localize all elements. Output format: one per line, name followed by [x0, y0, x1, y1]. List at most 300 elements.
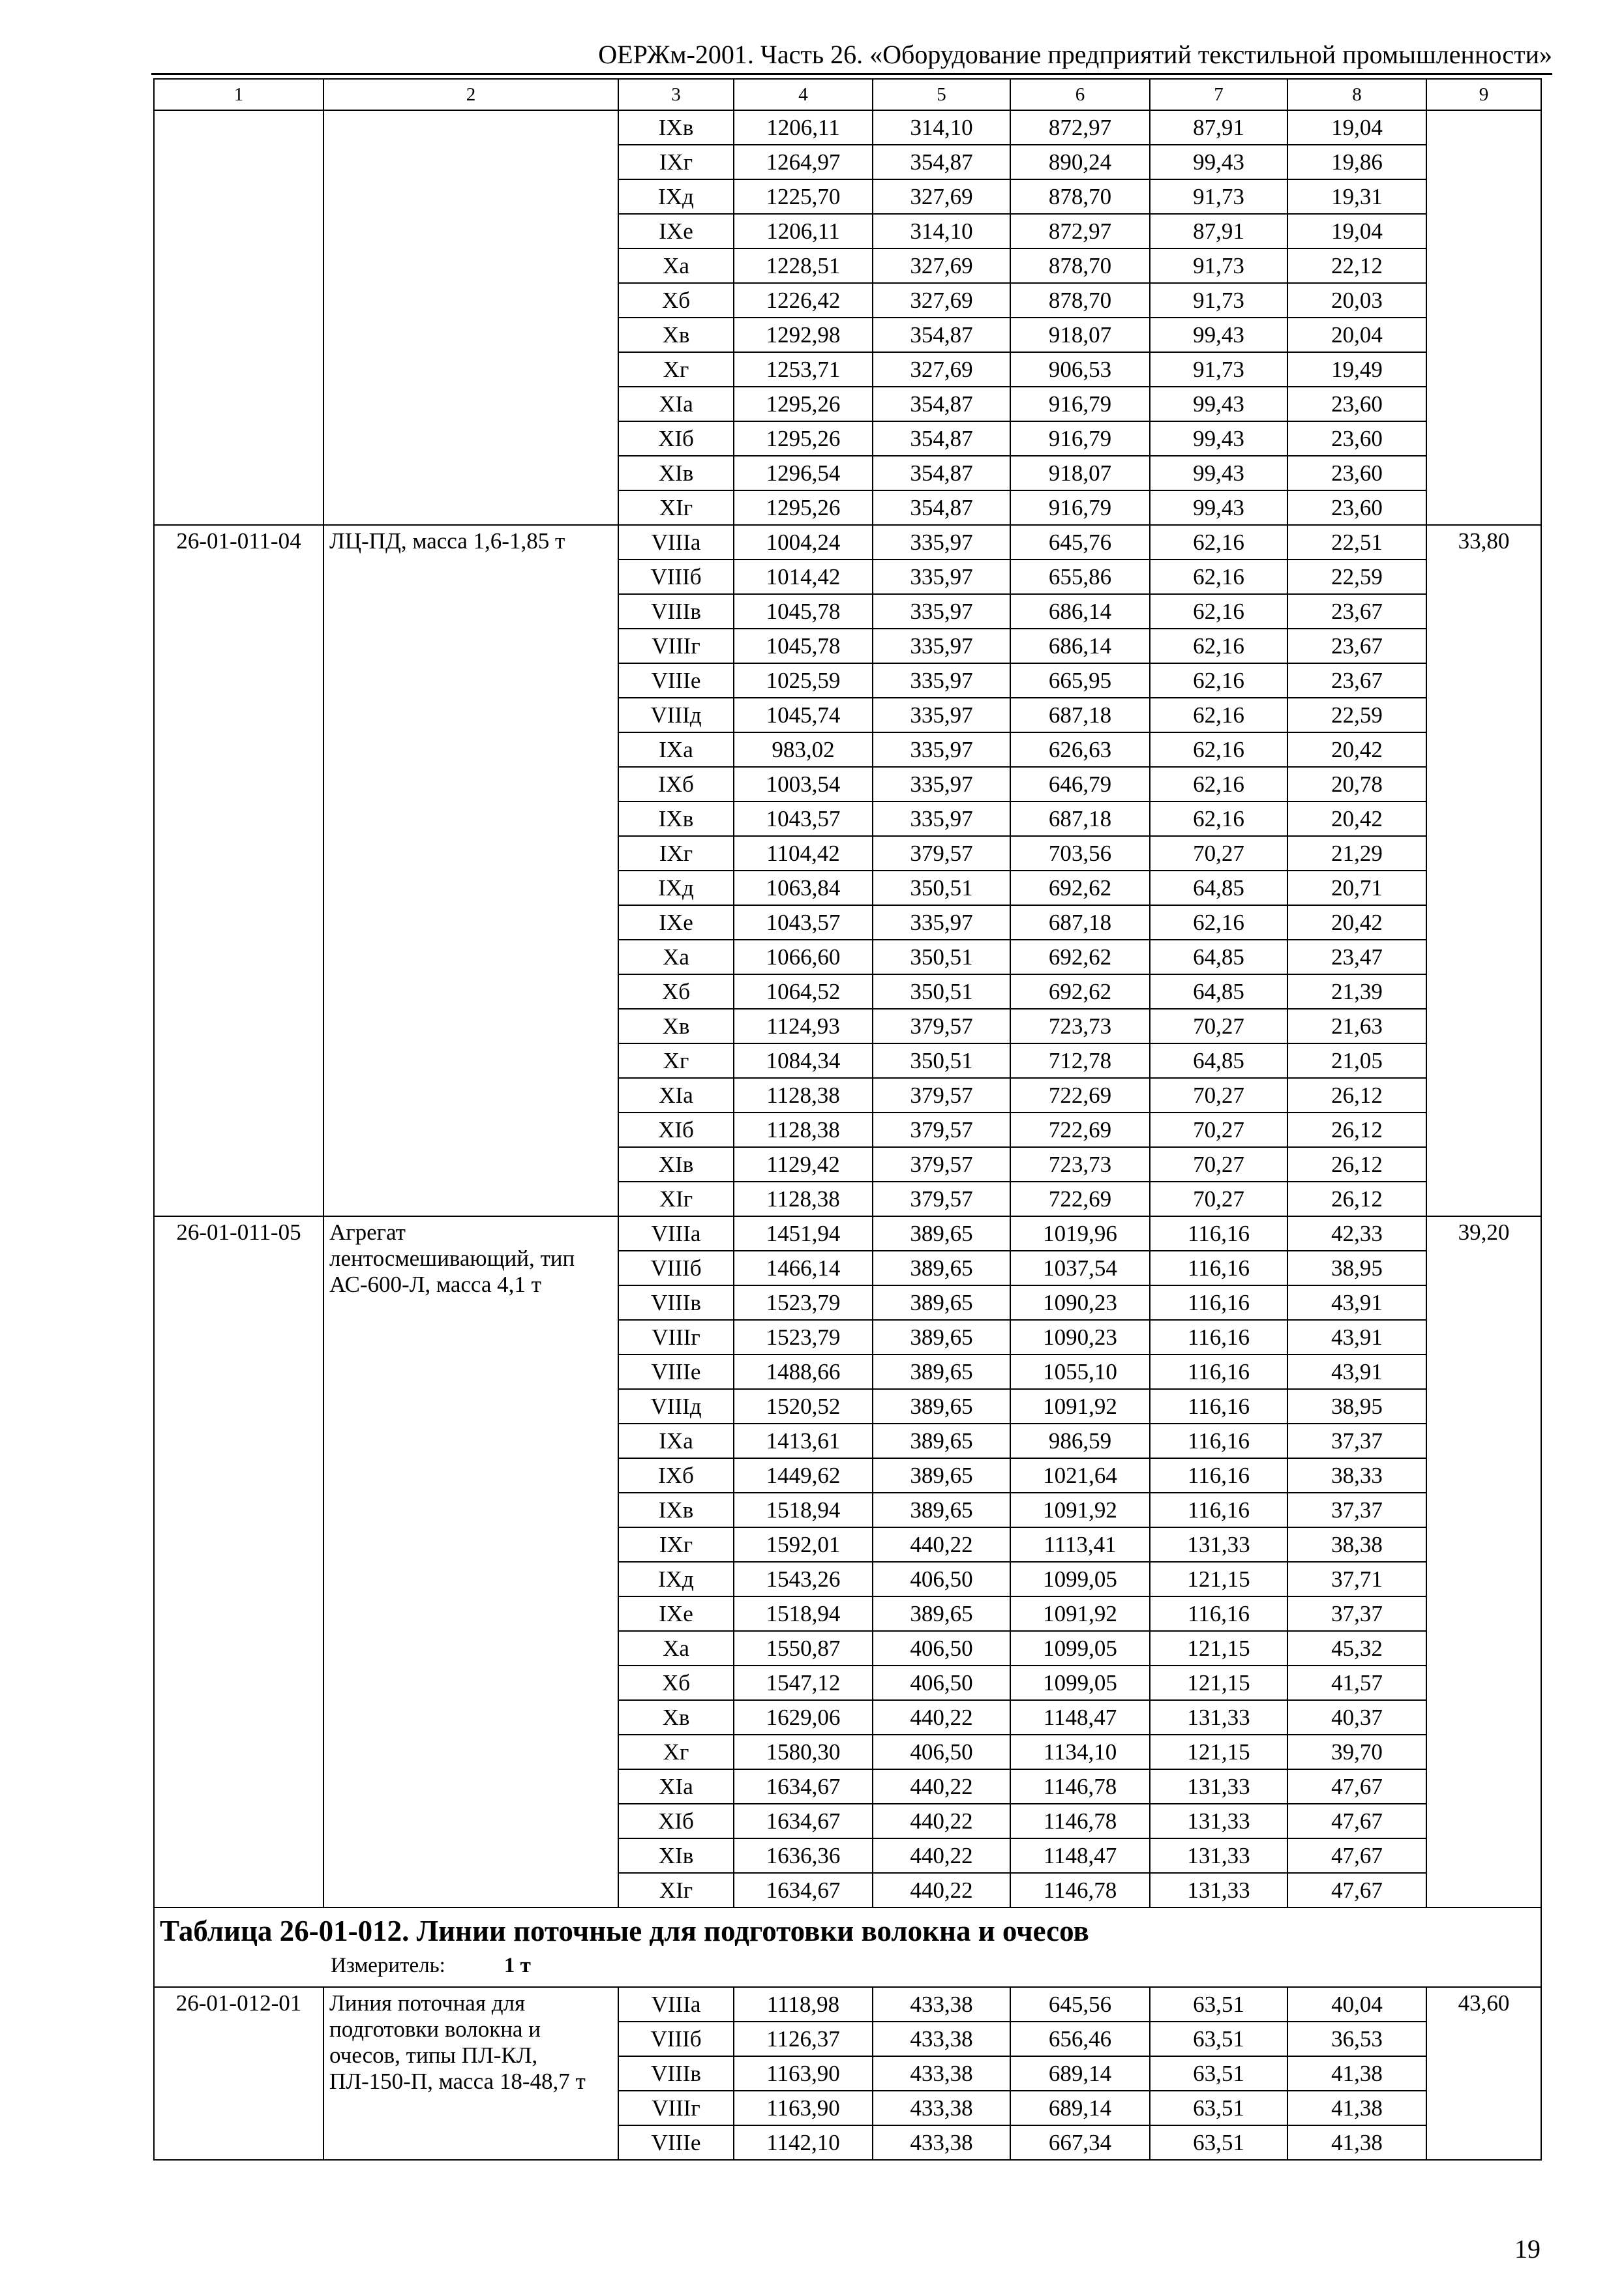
table-cell: 38,95	[1287, 1389, 1426, 1424]
table-cell: IXв	[618, 801, 734, 836]
table-cell: 983,02	[734, 732, 873, 767]
table-cell: 1413,61	[734, 1424, 873, 1458]
table-cell: 335,97	[873, 560, 1010, 594]
table-cell: Xг	[618, 1043, 734, 1078]
table-cell: 327,69	[873, 352, 1010, 387]
labor-norm	[1426, 110, 1541, 525]
table-cell: 1090,23	[1010, 1285, 1150, 1320]
table-cell: VIIIг	[618, 1320, 734, 1354]
table-cell: 1295,26	[734, 421, 873, 456]
table-cell: 712,78	[1010, 1043, 1150, 1078]
table-cell: 354,87	[873, 456, 1010, 490]
table-cell: 38,33	[1287, 1458, 1426, 1493]
table-cell: 116,16	[1150, 1216, 1287, 1251]
table-cell: 21,63	[1287, 1009, 1426, 1043]
table-cell: 1146,78	[1010, 1769, 1150, 1804]
table-cell: 131,33	[1150, 1804, 1287, 1838]
table-cell: 379,57	[873, 1113, 1010, 1147]
table-cell: 389,65	[873, 1251, 1010, 1285]
table-cell: 350,51	[873, 871, 1010, 905]
labor-norm: 39,20	[1426, 1216, 1541, 1908]
table-cell: 1206,11	[734, 110, 873, 145]
table-cell: 40,37	[1287, 1700, 1426, 1735]
table-cell: 406,50	[873, 1631, 1010, 1666]
table-cell: 1146,78	[1010, 1804, 1150, 1838]
table-cell: 19,86	[1287, 145, 1426, 179]
table-cell: 62,16	[1150, 629, 1287, 663]
table-cell: 433,38	[873, 1987, 1010, 2022]
table-cell: 62,16	[1150, 905, 1287, 940]
table-cell: IXг	[618, 145, 734, 179]
item-code: 26-01-011-05	[154, 1216, 323, 1908]
table-cell: 878,70	[1010, 283, 1150, 318]
table-cell: VIIIд	[618, 1389, 734, 1424]
table-cell: Xв	[618, 318, 734, 352]
table-cell: 1253,71	[734, 352, 873, 387]
table-cell: 440,22	[873, 1527, 1010, 1562]
table-cell: 389,65	[873, 1424, 1010, 1458]
table-cell: 440,22	[873, 1769, 1010, 1804]
table-cell: 327,69	[873, 248, 1010, 283]
table-cell: 70,27	[1150, 1147, 1287, 1182]
table-cell: 38,95	[1287, 1251, 1426, 1285]
table-cell: 91,73	[1150, 352, 1287, 387]
table-cell: 43,91	[1287, 1354, 1426, 1389]
table-cell: 91,73	[1150, 248, 1287, 283]
table-cell: 916,79	[1010, 421, 1150, 456]
item-code	[154, 110, 323, 525]
table-cell: 62,16	[1150, 732, 1287, 767]
table-cell: 1295,26	[734, 490, 873, 525]
table-cell: 63,51	[1150, 2091, 1287, 2125]
table-cell: 703,56	[1010, 836, 1150, 871]
table-cell: 335,97	[873, 663, 1010, 698]
table-cell: 62,16	[1150, 663, 1287, 698]
table-cell: 433,38	[873, 2056, 1010, 2091]
item-name: ЛЦ-ПД, масса 1,6-1,85 т	[323, 525, 618, 1216]
table-cell: VIIIв	[618, 1285, 734, 1320]
table-cell: 918,07	[1010, 318, 1150, 352]
table-cell: 20,42	[1287, 801, 1426, 836]
table-cell: 1634,67	[734, 1873, 873, 1908]
table-cell: 1045,78	[734, 594, 873, 629]
table-cell: 335,97	[873, 732, 1010, 767]
table-cell: 22,59	[1287, 560, 1426, 594]
table-cell: 406,50	[873, 1735, 1010, 1769]
table-cell: 1163,90	[734, 2091, 873, 2125]
table-cell: 36,53	[1287, 2022, 1426, 2056]
table-cell: 62,16	[1150, 767, 1287, 801]
table-cell: 63,51	[1150, 2056, 1287, 2091]
section-title: Таблица 26-01-012. Линии поточные для подготовки волокна и очесов	[160, 1915, 1089, 1947]
table-cell: 62,16	[1150, 594, 1287, 629]
table-cell: 1064,52	[734, 974, 873, 1009]
table-cell: IXд	[618, 179, 734, 214]
table-cell: 1091,92	[1010, 1389, 1150, 1424]
column-number: 3	[618, 79, 734, 110]
table-cell: 1451,94	[734, 1216, 873, 1251]
table-cell: 1629,06	[734, 1700, 873, 1735]
table-cell: 878,70	[1010, 179, 1150, 214]
labor-norm: 33,80	[1426, 525, 1541, 1216]
table-cell: 47,67	[1287, 1873, 1426, 1908]
table-cell: 64,85	[1150, 871, 1287, 905]
table-cell: 350,51	[873, 940, 1010, 974]
table-cell: 692,62	[1010, 871, 1150, 905]
table-cell: 354,87	[873, 421, 1010, 456]
table-cell: 667,34	[1010, 2125, 1150, 2160]
table-cell: 23,60	[1287, 421, 1426, 456]
measure-label: Измеритель:	[331, 1954, 445, 1977]
table-cell: 1128,38	[734, 1078, 873, 1113]
table-cell: 1550,87	[734, 1631, 873, 1666]
table-cell: 116,16	[1150, 1354, 1287, 1389]
table-cell: 99,43	[1150, 456, 1287, 490]
table-cell: 389,65	[873, 1389, 1010, 1424]
table-cell: 1021,64	[1010, 1458, 1150, 1493]
table-cell: 916,79	[1010, 490, 1150, 525]
table-cell: IXв	[618, 110, 734, 145]
table-cell: 1037,54	[1010, 1251, 1150, 1285]
table-cell: 38,38	[1287, 1527, 1426, 1562]
table-cell: 872,97	[1010, 214, 1150, 248]
table-cell: 26,12	[1287, 1078, 1426, 1113]
table-cell: 689,14	[1010, 2091, 1150, 2125]
table-cell: 1025,59	[734, 663, 873, 698]
table-cell: 131,33	[1150, 1769, 1287, 1804]
table-cell: 335,97	[873, 525, 1010, 560]
table-cell: 314,10	[873, 110, 1010, 145]
table-cell: 389,65	[873, 1320, 1010, 1354]
table-cell: 20,71	[1287, 871, 1426, 905]
table-cell: VIIIа	[618, 1216, 734, 1251]
running-header: ОЕРЖм-2001. Часть 26. «Оборудование предприятий текстильной промышленности»	[598, 40, 1552, 69]
table-cell: 116,16	[1150, 1389, 1287, 1424]
table-cell: 1296,54	[734, 456, 873, 490]
table-cell: 1091,92	[1010, 1596, 1150, 1631]
table-cell: IXд	[618, 871, 734, 905]
measure-unit: 1 т	[504, 1954, 531, 1977]
table-cell: 389,65	[873, 1596, 1010, 1631]
column-number-row	[154, 79, 1541, 110]
table-cell: VIIIе	[618, 663, 734, 698]
table-cell: 1104,42	[734, 836, 873, 871]
table-cell: XIа	[618, 387, 734, 421]
table-cell: 23,67	[1287, 629, 1426, 663]
table-cell: 354,87	[873, 387, 1010, 421]
table-cell: IXг	[618, 836, 734, 871]
table-cell: 314,10	[873, 214, 1010, 248]
table-cell: 1163,90	[734, 2056, 873, 2091]
table-cell: XIв	[618, 1147, 734, 1182]
table-cell: 406,50	[873, 1666, 1010, 1700]
table-cell: 646,79	[1010, 767, 1150, 801]
table-cell: 1295,26	[734, 387, 873, 421]
table-cell: 99,43	[1150, 145, 1287, 179]
table-cell: XIг	[618, 1873, 734, 1908]
table-cell: 131,33	[1150, 1873, 1287, 1908]
table-cell: Xб	[618, 283, 734, 318]
table-cell: 1488,66	[734, 1354, 873, 1389]
table-cell: 379,57	[873, 1078, 1010, 1113]
table-cell: 87,91	[1150, 214, 1287, 248]
table-cell: VIIIе	[618, 1354, 734, 1389]
table-cell: 389,65	[873, 1285, 1010, 1320]
table-cell: 62,16	[1150, 801, 1287, 836]
table-cell: 1547,12	[734, 1666, 873, 1700]
column-number: 2	[323, 79, 618, 110]
table-cell: 116,16	[1150, 1424, 1287, 1458]
table-cell: 20,78	[1287, 767, 1426, 801]
table-cell: 19,31	[1287, 179, 1426, 214]
table-cell: VIIIа	[618, 525, 734, 560]
table-cell: IXд	[618, 1562, 734, 1596]
table-cell: 70,27	[1150, 1113, 1287, 1147]
table-cell: 63,51	[1150, 1987, 1287, 2022]
table-cell: 20,42	[1287, 732, 1426, 767]
table-cell: 47,67	[1287, 1804, 1426, 1838]
table-cell: Xа	[618, 940, 734, 974]
table-cell: 21,39	[1287, 974, 1426, 1009]
table-cell: 1043,57	[734, 801, 873, 836]
table-cell: 23,67	[1287, 594, 1426, 629]
table-cell: 26,12	[1287, 1147, 1426, 1182]
table-cell: 70,27	[1150, 1009, 1287, 1043]
page-number: 19	[1514, 2234, 1541, 2264]
table-cell: 62,16	[1150, 698, 1287, 732]
table-cell: 121,15	[1150, 1631, 1287, 1666]
table-cell: 37,37	[1287, 1596, 1426, 1631]
table-cell: 1019,96	[1010, 1216, 1150, 1251]
table-cell: Xг	[618, 352, 734, 387]
table-cell: 41,57	[1287, 1666, 1426, 1700]
table-cell: 64,85	[1150, 974, 1287, 1009]
table-cell: 19,04	[1287, 214, 1426, 248]
column-number: 5	[873, 79, 1010, 110]
table-cell: VIIIа	[618, 1987, 734, 2022]
table-cell: 62,16	[1150, 525, 1287, 560]
table-cell: 1126,37	[734, 2022, 873, 2056]
item-code: 26-01-011-04	[154, 525, 323, 1216]
table-cell: 22,12	[1287, 248, 1426, 283]
table-cell: 1124,93	[734, 1009, 873, 1043]
table-cell: Xв	[618, 1700, 734, 1735]
table-cell: 687,18	[1010, 698, 1150, 732]
table-cell: VIIIв	[618, 2056, 734, 2091]
table-cell: 327,69	[873, 283, 1010, 318]
table-cell: 99,43	[1150, 387, 1287, 421]
table-cell: 22,51	[1287, 525, 1426, 560]
table-body	[154, 79, 1541, 2160]
table-cell: 1063,84	[734, 871, 873, 905]
column-number: 9	[1426, 79, 1541, 110]
table-cell: IXб	[618, 1458, 734, 1493]
table-cell: 1090,23	[1010, 1320, 1150, 1354]
table-cell: 116,16	[1150, 1251, 1287, 1285]
table-cell: XIб	[618, 1804, 734, 1838]
table-cell: 131,33	[1150, 1838, 1287, 1873]
item-name	[323, 110, 618, 525]
column-number: 8	[1287, 79, 1426, 110]
table-cell: 656,46	[1010, 2022, 1150, 2056]
table-cell: 389,65	[873, 1216, 1010, 1251]
table-cell: 389,65	[873, 1493, 1010, 1527]
table-cell: 47,67	[1287, 1769, 1426, 1804]
table-cell: 440,22	[873, 1700, 1010, 1735]
table-cell: 91,73	[1150, 179, 1287, 214]
table-cell: 1543,26	[734, 1562, 873, 1596]
table-cell: 1134,10	[1010, 1735, 1150, 1769]
table-cell: 41,38	[1287, 2056, 1426, 2091]
table-cell: 406,50	[873, 1562, 1010, 1596]
table-cell: 43,91	[1287, 1320, 1426, 1354]
table-cell: 20,42	[1287, 905, 1426, 940]
table-cell: XIг	[618, 490, 734, 525]
table-cell: 689,14	[1010, 2056, 1150, 2091]
table-cell: 1099,05	[1010, 1562, 1150, 1596]
table-cell: 64,85	[1150, 940, 1287, 974]
table-cell: 687,18	[1010, 801, 1150, 836]
table-cell: Xв	[618, 1009, 734, 1043]
table-cell: 686,14	[1010, 629, 1150, 663]
header-rule	[151, 73, 1552, 75]
table-cell: 116,16	[1150, 1320, 1287, 1354]
table-cell: Xг	[618, 1735, 734, 1769]
table-cell: 1003,54	[734, 767, 873, 801]
table-cell: 645,56	[1010, 1987, 1150, 2022]
table-cell: 1292,98	[734, 318, 873, 352]
table-cell: 1518,94	[734, 1596, 873, 1631]
table-cell: 70,27	[1150, 1182, 1287, 1216]
table-cell: 1228,51	[734, 248, 873, 283]
table-cell: Xб	[618, 974, 734, 1009]
table-cell: 1099,05	[1010, 1631, 1150, 1666]
table-cell: 39,70	[1287, 1735, 1426, 1769]
table-cell: VIIIб	[618, 2022, 734, 2056]
table-row	[154, 525, 1541, 560]
table-cell: 335,97	[873, 767, 1010, 801]
table-cell: 43,91	[1287, 1285, 1426, 1320]
table-cell: 722,69	[1010, 1182, 1150, 1216]
table-cell: IXа	[618, 1424, 734, 1458]
table-cell: 23,60	[1287, 456, 1426, 490]
table-cell: 40,04	[1287, 1987, 1426, 2022]
table-cell: 918,07	[1010, 456, 1150, 490]
table-cell: 70,27	[1150, 1078, 1287, 1113]
table-cell: 872,97	[1010, 110, 1150, 145]
section-row	[154, 1908, 1541, 1987]
table-cell: VIIIб	[618, 1251, 734, 1285]
table-cell: 1146,78	[1010, 1873, 1150, 1908]
table-cell: IXг	[618, 1527, 734, 1562]
table-cell: 433,38	[873, 2091, 1010, 2125]
table-cell: 1580,30	[734, 1735, 873, 1769]
table-cell: 19,49	[1287, 352, 1426, 387]
table-cell: 1142,10	[734, 2125, 873, 2160]
table-cell: 63,51	[1150, 2022, 1287, 2056]
table-cell: Xа	[618, 1631, 734, 1666]
table-cell: 1043,57	[734, 905, 873, 940]
table-cell: 121,15	[1150, 1666, 1287, 1700]
table-cell: 354,87	[873, 318, 1010, 352]
column-number: 6	[1010, 79, 1150, 110]
table-cell: 1045,78	[734, 629, 873, 663]
table-cell: 99,43	[1150, 421, 1287, 456]
table-cell: 335,97	[873, 594, 1010, 629]
table-cell: 645,76	[1010, 525, 1150, 560]
table-cell: 1004,24	[734, 525, 873, 560]
table-cell: 1226,42	[734, 283, 873, 318]
table-cell: VIIIе	[618, 2125, 734, 2160]
table-cell: 350,51	[873, 974, 1010, 1009]
table-cell: 379,57	[873, 1009, 1010, 1043]
table-cell: 116,16	[1150, 1285, 1287, 1320]
table-cell: 433,38	[873, 2022, 1010, 2056]
table-cell: VIIIб	[618, 560, 734, 594]
table-cell: 131,33	[1150, 1700, 1287, 1735]
table-cell: 26,12	[1287, 1113, 1426, 1147]
table-cell: VIIIг	[618, 2091, 734, 2125]
table-cell: 37,71	[1287, 1562, 1426, 1596]
table-cell: XIа	[618, 1078, 734, 1113]
table-cell: 687,18	[1010, 905, 1150, 940]
item-code: 26-01-012-01	[154, 1987, 323, 2160]
section-cell	[154, 1908, 1541, 1987]
table-cell: XIа	[618, 1769, 734, 1804]
table-cell: 1264,97	[734, 145, 873, 179]
table-cell: 70,27	[1150, 836, 1287, 871]
table-cell: 1084,34	[734, 1043, 873, 1078]
item-name: Линия поточная для подготовки волокна и очесов, типы ПЛ-КЛ, ПЛ-150-П, масса 18-48,7 т	[323, 1987, 618, 2160]
table-cell: XIв	[618, 1838, 734, 1873]
table-cell: 1129,42	[734, 1147, 873, 1182]
table-cell: 99,43	[1150, 318, 1287, 352]
table-cell: 723,73	[1010, 1147, 1150, 1182]
table-cell: 626,63	[1010, 732, 1150, 767]
column-number: 7	[1150, 79, 1287, 110]
table-cell: IXа	[618, 732, 734, 767]
table-cell: XIв	[618, 456, 734, 490]
table-cell: 37,37	[1287, 1424, 1426, 1458]
table-row	[154, 110, 1541, 145]
table-cell: 433,38	[873, 2125, 1010, 2160]
table-cell: Xа	[618, 248, 734, 283]
table-cell: 116,16	[1150, 1596, 1287, 1631]
table-cell: 723,73	[1010, 1009, 1150, 1043]
table-cell: 87,91	[1150, 110, 1287, 145]
table-cell: IXе	[618, 214, 734, 248]
table-cell: 1225,70	[734, 179, 873, 214]
table-cell: 1520,52	[734, 1389, 873, 1424]
table-cell: 1206,11	[734, 214, 873, 248]
table-cell: 389,65	[873, 1354, 1010, 1389]
table-cell: XIг	[618, 1182, 734, 1216]
column-number: 1	[154, 79, 323, 110]
measure-line	[160, 1951, 1535, 1980]
table-cell: 116,16	[1150, 1458, 1287, 1493]
table-cell: 47,67	[1287, 1838, 1426, 1873]
table-cell: 1466,14	[734, 1251, 873, 1285]
table-cell: 1066,60	[734, 940, 873, 974]
table-cell: VIIIв	[618, 594, 734, 629]
table-cell: 440,22	[873, 1838, 1010, 1873]
table-cell: Xб	[618, 1666, 734, 1700]
table-cell: 121,15	[1150, 1562, 1287, 1596]
table-cell: IXб	[618, 767, 734, 801]
table-cell: 20,03	[1287, 283, 1426, 318]
table-cell: 379,57	[873, 836, 1010, 871]
table-cell: 327,69	[873, 179, 1010, 214]
